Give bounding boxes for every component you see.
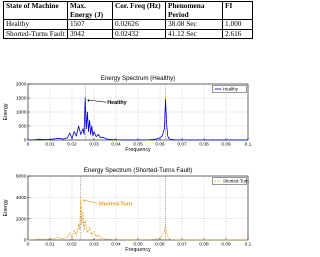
data-point: [50, 139, 51, 140]
header-phenomena-period: Phenomena Period: [166, 2, 223, 20]
data-point: [28, 140, 29, 141]
data-point: [81, 198, 82, 199]
cell: Healthy: [4, 20, 68, 30]
data-point: [116, 139, 117, 140]
y-tick-label: 0: [23, 238, 27, 244]
data-point: [85, 98, 86, 99]
data-point: [171, 139, 172, 140]
x-tick-label: 0.09: [221, 242, 231, 248]
data-point: [70, 133, 71, 134]
data-point: [87, 112, 88, 113]
cell: 3942: [68, 29, 113, 39]
data-point: [138, 240, 139, 241]
data-point: [39, 139, 40, 140]
results-table: [3, 1, 253, 39]
y-tick-label: 4000: [15, 195, 27, 201]
cell: 1507: [68, 20, 113, 30]
data-point: [98, 134, 99, 135]
data-point: [100, 238, 101, 239]
data-point: [116, 239, 117, 240]
header-fi: FI: [223, 2, 253, 20]
data-point: [193, 240, 194, 241]
data-point: [182, 140, 183, 141]
data-point: [72, 238, 73, 239]
data-point: [155, 139, 156, 140]
cell: Shorted-Turns Fault: [4, 29, 68, 39]
cell: 41.12 Sec: [166, 29, 223, 39]
cell: 1.000: [223, 20, 253, 30]
y-tick-label: 2000: [15, 217, 27, 223]
y-tick-label: 1000: [15, 110, 27, 116]
x-tick-label: 0: [26, 242, 30, 248]
data-point: [160, 238, 161, 239]
data-point: [67, 237, 68, 238]
plot-area: [28, 176, 248, 240]
x-tick-label: 0.09: [221, 142, 231, 148]
data-point: [167, 136, 168, 137]
data-point: [164, 231, 165, 232]
x-tick-label: 0.05: [133, 242, 143, 248]
data-point: [74, 230, 75, 231]
x-tick-label: 0.06: [155, 142, 165, 148]
data-point: [96, 136, 97, 137]
x-tick-label: 0.02: [67, 242, 77, 248]
data-point: [165, 226, 166, 227]
data-point: [171, 239, 172, 240]
data-point: [105, 239, 106, 240]
chart-title: Energy Spectrum (Shorted-Turns Fault): [83, 167, 193, 174]
data-point: [96, 237, 97, 238]
data-point: [63, 238, 64, 239]
data-point: [34, 239, 35, 240]
shorted-turns-energy-spectrum-chart: [0, 164, 255, 256]
x-tick-label: 0.08: [199, 242, 209, 248]
data-point: [138, 140, 139, 141]
x-tick-label: 0.04: [111, 242, 121, 248]
data-point: [175, 240, 176, 241]
x-tick-label: 0.02: [67, 142, 77, 148]
data-point: [82, 224, 83, 225]
data-point: [162, 235, 163, 236]
x-tick-label: 0: [26, 142, 30, 148]
data-point: [215, 140, 216, 141]
data-point: [59, 138, 60, 139]
y-tick-label: 0: [23, 138, 27, 144]
header-state: State of Machine: [4, 2, 68, 20]
x-axis-label: Frequency: [125, 247, 151, 253]
data-point: [87, 232, 88, 233]
data-point: [63, 139, 64, 140]
header-cor-freq: Cor. Freq (Hz): [113, 2, 166, 20]
data-point: [92, 126, 93, 127]
data-point: [94, 131, 95, 132]
data-point: [81, 134, 82, 135]
data-point: [103, 137, 104, 138]
data-point: [193, 140, 194, 141]
data-point: [34, 139, 35, 140]
cell: 0.02626: [113, 20, 166, 30]
data-point: [169, 138, 170, 139]
data-point: [226, 240, 227, 241]
cell: 0.02432: [113, 29, 166, 39]
data-point: [67, 138, 68, 139]
data-point: [166, 123, 167, 124]
healthy-energy-spectrum-chart: [0, 72, 255, 156]
data-point: [86, 129, 87, 130]
chart-title: Energy Spectrum (Healthy): [100, 75, 176, 82]
data-point: [83, 212, 84, 213]
data-point: [76, 235, 77, 236]
x-tick-label: 0.01: [45, 242, 55, 248]
data-point: [127, 140, 128, 141]
x-tick-label: 0.1: [244, 142, 252, 148]
data-point: [182, 240, 183, 241]
data-point: [43, 139, 44, 140]
data-point: [84, 134, 85, 135]
cell: 38.08 Sec: [166, 20, 223, 30]
y-tick-label: 1500: [15, 96, 27, 102]
data-point: [149, 139, 150, 140]
data-point: [78, 224, 79, 225]
data-point: [162, 136, 163, 137]
legend-label: Shorted-Turn: [223, 178, 249, 184]
data-point: [155, 239, 156, 240]
y-tick-label: 2000: [15, 82, 27, 88]
data-point: [83, 129, 84, 130]
data-point: [90, 134, 91, 135]
data-point: [127, 240, 128, 241]
x-tick-label: 0.06: [155, 242, 165, 248]
data-point: [50, 239, 51, 240]
table-row: [4, 20, 253, 30]
data-point: [59, 237, 60, 238]
data-point: [248, 140, 249, 141]
y-axis-label: Energy: [3, 199, 9, 217]
data-point: [92, 234, 93, 235]
data-point: [204, 240, 205, 241]
data-point: [107, 139, 108, 140]
x-tick-label: 0.01: [45, 142, 55, 148]
data-point: [226, 140, 227, 141]
data-point: [79, 229, 80, 230]
data-point: [84, 230, 85, 231]
data-point: [165, 99, 166, 100]
data-point: [72, 138, 73, 139]
annotation-label: Healthy: [107, 100, 127, 107]
data-point: [76, 136, 77, 137]
data-point: [166, 233, 167, 234]
data-point: [204, 140, 205, 141]
y-tick-label: 6000: [15, 174, 27, 180]
x-axis-label: Frequency: [125, 147, 151, 153]
data-point: [54, 238, 55, 239]
data-point: [98, 234, 99, 235]
data-point: [175, 140, 176, 141]
data-point: [43, 239, 44, 240]
data-point: [93, 136, 94, 137]
data-point: [248, 240, 249, 241]
table-row: [4, 29, 253, 39]
data-point: [160, 138, 161, 139]
data-point: [54, 139, 55, 140]
x-tick-label: 0.07: [177, 142, 187, 148]
data-point: [89, 227, 90, 228]
data-point: [74, 131, 75, 132]
data-point: [89, 120, 90, 121]
data-point: [164, 129, 165, 130]
data-point: [88, 131, 89, 132]
data-point: [70, 232, 71, 233]
data-point: [237, 240, 238, 241]
y-tick-label: 500: [18, 124, 27, 130]
header-max-energy: Max. Energy (J): [68, 2, 113, 20]
table-header-row: [4, 2, 253, 20]
y-axis-label: Energy: [3, 103, 9, 121]
data-point: [78, 126, 79, 127]
legend-label: Healthy: [223, 86, 238, 92]
x-tick-label: 0.05: [133, 142, 143, 148]
data-point: [94, 231, 95, 232]
cell: 2.616: [223, 29, 253, 39]
data-point: [237, 140, 238, 141]
data-point: [149, 239, 150, 240]
data-point: [169, 238, 170, 239]
data-point: [215, 240, 216, 241]
data-point: [100, 138, 101, 139]
x-tick-label: 0.08: [199, 142, 209, 148]
annotation-label: Shorted-Turn: [98, 201, 133, 208]
x-tick-label: 0.04: [111, 142, 121, 148]
data-point: [85, 221, 86, 222]
x-tick-label: 0.1: [244, 242, 252, 248]
x-tick-label: 0.07: [177, 242, 187, 248]
x-tick-label: 0.03: [89, 142, 99, 148]
x-tick-label: 0.03: [89, 242, 99, 248]
data-point: [28, 240, 29, 241]
data-point: [39, 239, 40, 240]
